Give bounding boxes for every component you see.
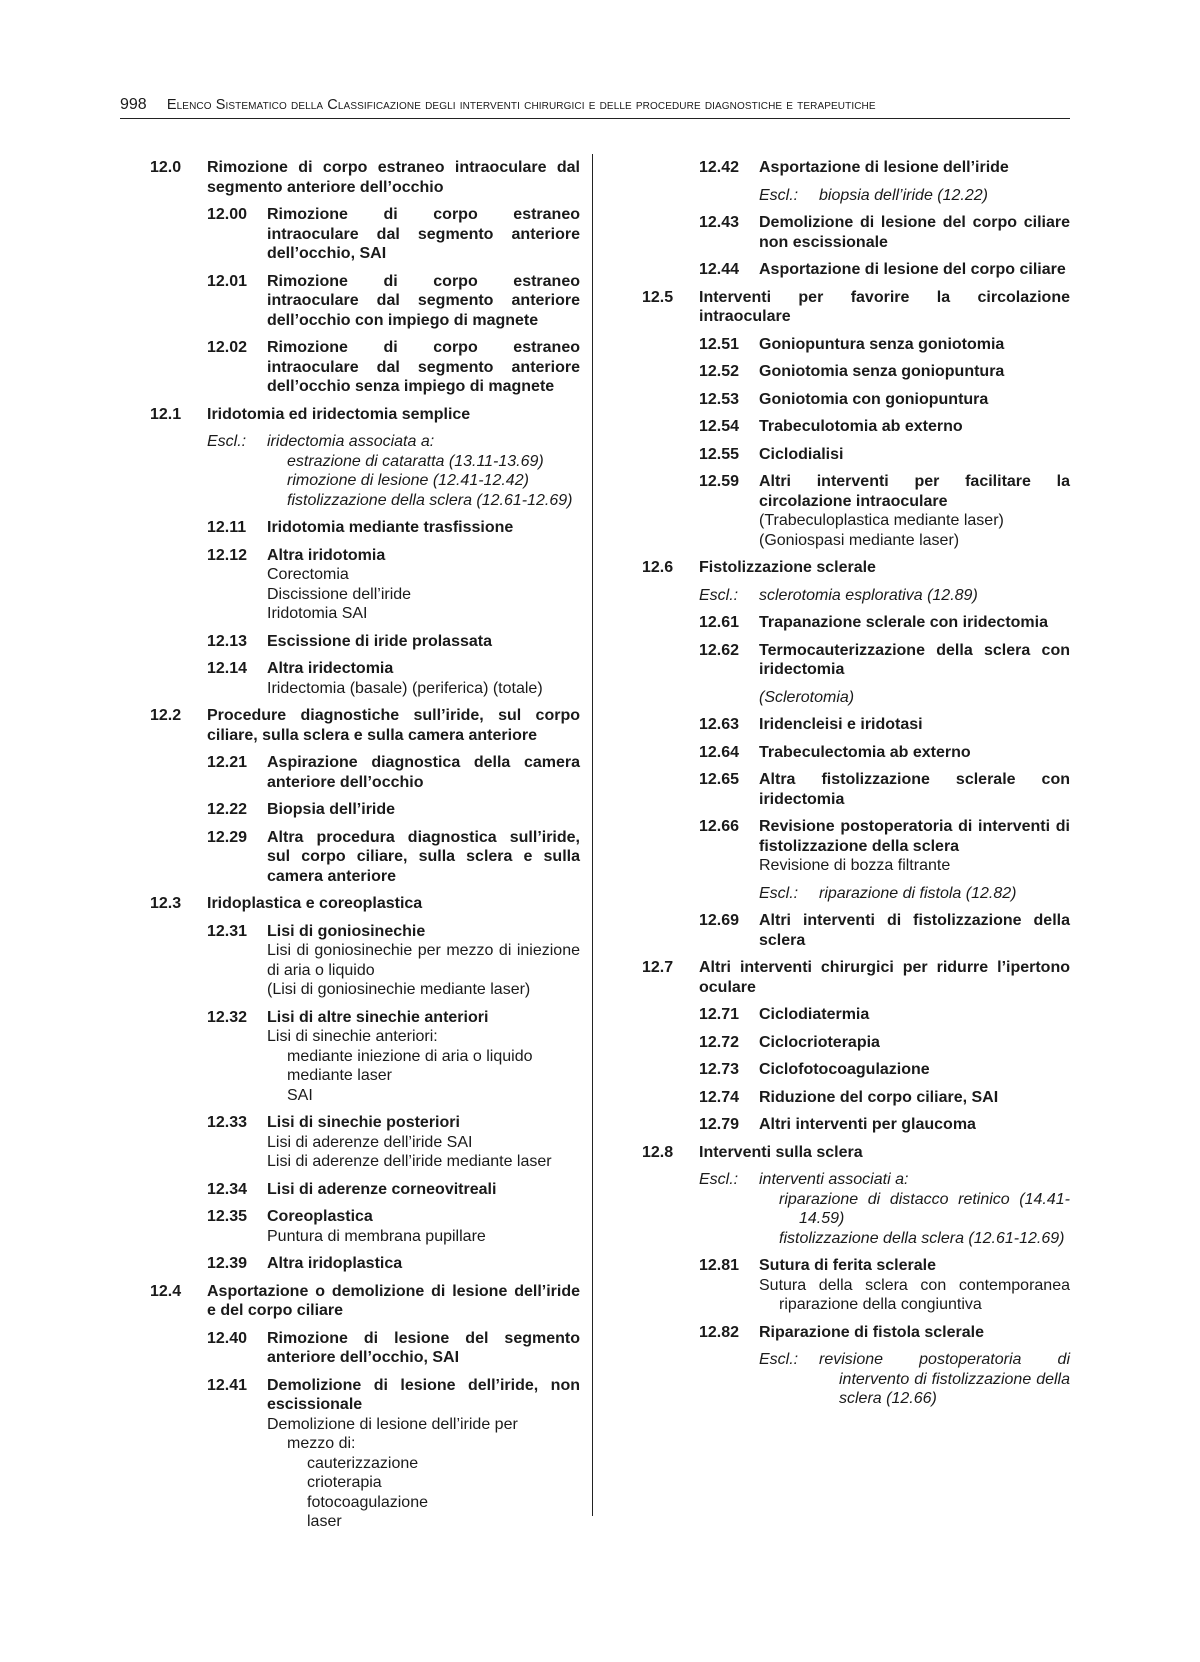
entry-12-02: 12.02 Rimozione di corpo estraneo intraoculare dal segmento anteriore dell’occhio senza impiego di magnete xyxy=(207,339,580,395)
entry-12-52: 12.52 Goniotomia senza goniopuntura xyxy=(699,363,1005,380)
entry-12-00: 12.00 Rimozione di corpo estraneo intraoculare dal segmento anteriore dell’occhio, SAI xyxy=(207,206,580,262)
entry-12-79: 12.79 Altri interventi per glaucoma xyxy=(699,1116,976,1133)
exclusion-12-82: Escl.: revisione postoperatoria di intervento di fistolizzazione della sclera (12.66) xyxy=(759,1351,1070,1407)
entry-12-40: 12.40 Rimozione di lesione del segmento anteriore dell’occhio, SAI xyxy=(207,1329,580,1366)
entry-12-73: 12.73 Ciclofotocoagulazione xyxy=(699,1061,930,1078)
entry-12-62: 12.62 Termocauterizzazione della sclera con iridectomia xyxy=(699,641,1070,678)
entry-12-5: 12.5 Interventi per favorire la circolazione intraoculare xyxy=(642,288,1070,325)
entry-12-11: 12.11 Iridotomia mediante trasfissione xyxy=(207,519,514,536)
note-12-62: (Sclerotomia) xyxy=(759,688,855,706)
entry-12-63: 12.63 Iridencleisi e iridotasi xyxy=(699,716,923,733)
entry-12-6: 12.6 Fistolizzazione sclerale xyxy=(642,559,876,576)
entry-12-31: 12.31 Lisi di goniosinechie Lisi di goniosinechie per mezzo di iniezione di aria o liquido (Lisi di goniosinechie mediante laser) xyxy=(207,922,580,998)
entry-12-41: 12.41 Demolizione di lesione dell’iride, non escissionale Demolizione di lesione dell’iride per mezzo di: cauterizzazione crioterapia fotocoagulazione laser xyxy=(207,1376,580,1530)
exclusion-12-6: Escl.: sclerotomia esplorativa (12.89) xyxy=(699,586,978,604)
entry-12-42: 12.42 Asportazione di lesione dell’iride xyxy=(699,159,1009,176)
entry-12-81: 12.81 Sutura di ferita sclerale Sutura della sclera con contemporanea riparazione della congiuntiva xyxy=(699,1257,1070,1313)
header-title: Elenco Sistematico della Classificazione degli interventi chirurgici e delle procedure diagnostiche e terapeutiche xyxy=(166,97,876,113)
right-column xyxy=(642,158,1070,1417)
entry-12-32: 12.32 Lisi di altre sinechie anteriori Lisi di sinechie anteriori: mediante iniezione di aria o liquido mediante laser SAI xyxy=(207,1008,533,1104)
entry-12-01: 12.01 Rimozione di corpo estraneo intraoculare dal segmento anteriore dell’occhio con impiego di magnete xyxy=(207,272,580,329)
entry-12-21: 12.21 Aspirazione diagnostica della camera anteriore dell’occhio xyxy=(207,754,580,791)
entry-12-66: 12.66 Revisione postoperatoria di interventi di fistolizzazione della sclera Revisione di bozza filtrante xyxy=(699,818,1070,874)
entry-12-44: 12.44 Asportazione di lesione del corpo ciliare xyxy=(699,261,1066,278)
column-divider xyxy=(592,154,593,1516)
entry-12-51: 12.51 Goniopuntura senza goniotomia xyxy=(699,335,1005,353)
exclusion-12-1: Escl.: iridectomia associata a: estrazione di cataratta (13.11-13.69) rimozione di lesione (12.41-12.42) fistolizzazione della sclera (12.61-12.69) xyxy=(207,433,573,509)
entry-12-22: 12.22 Biopsia dell’iride xyxy=(207,801,396,818)
entry-12-71: 12.71 Ciclodiatermia xyxy=(699,1006,870,1023)
entry-12-39: 12.39 Altra iridoplastica xyxy=(207,1255,403,1272)
entry-12-1: 12.1 Iridotomia ed iridectomia semplice xyxy=(150,405,471,423)
entry-12-7: 12.7 Altri interventi chirurgici per ridurre l’ipertono oculare xyxy=(642,959,1070,996)
exclusion-12-66: Escl.: riparazione di fistola (12.82) xyxy=(759,884,1017,902)
entry-12-35: 12.35 Coreoplastica Puntura di membrana pupillare xyxy=(207,1208,486,1245)
entry-12-29: 12.29 Altra procedura diagnostica sull’iride, sul corpo ciliare, sulla sclera e sulla camera anteriore xyxy=(207,828,580,885)
entry-12-33: 12.33 Lisi di sinechie posteriori Lisi di aderenze dell’iride SAI Lisi di aderenze dell’iride mediante laser xyxy=(207,1114,552,1170)
entry-12-12: 12.12 Altra iridotomia Corectomia Discissione dell’iride Iridotomia SAI xyxy=(207,546,412,622)
page-number: 998 xyxy=(120,96,147,113)
entry-12-3: 12.3 Iridoplastica e coreoplastica xyxy=(150,895,423,912)
entry-12-55: 12.55 Ciclodialisi xyxy=(699,445,844,463)
entry-12-59: 12.59 Altri interventi per facilitare la circolazione intraoculare (Trabeculoplastica mediante laser) (Goniospasi mediante laser) xyxy=(699,473,1070,549)
entry-12-2: 12.2 Procedure diagnostiche sull’iride, sul corpo ciliare, sulla sclera e sulla camera anteriore xyxy=(150,707,580,744)
running-header xyxy=(120,96,1070,119)
entry-12-65: 12.65 Altra fistolizzazione sclerale con iridectomia xyxy=(699,771,1070,808)
entry-12-43: 12.43 Demolizione di lesione del corpo ciliare non escissionale xyxy=(699,214,1070,251)
entry-12-53: 12.53 Goniotomia con goniopuntura xyxy=(699,390,989,408)
entry-12-82: 12.82 Riparazione di fistola sclerale xyxy=(699,1323,984,1341)
exclusion-12-42: Escl.: biopsia dell’iride (12.22) xyxy=(759,186,988,204)
entry-12-54: 12.54 Trabeculotomia ab externo xyxy=(699,418,963,435)
entry-12-69: 12.69 Altri interventi di fistolizzazione della sclera xyxy=(699,912,1070,949)
entry-12-8: 12.8 Interventi sulla sclera xyxy=(642,1143,863,1161)
entry-12-61: 12.61 Trapanazione sclerale con iridectomia xyxy=(699,614,1048,631)
entry-12-14: 12.14 Altra iridectomia Iridectomia (basale) (periferica) (totale) xyxy=(207,660,543,697)
entry-12-13: 12.13 Escissione di iride prolassata xyxy=(207,632,492,650)
left-column xyxy=(150,158,580,1540)
entry-12-4: 12.4 Asportazione o demolizione di lesione dell’iride e del corpo ciliare xyxy=(150,1282,580,1319)
entry-12-64: 12.64 Trabeculectomia ab externo xyxy=(699,743,971,761)
entry-12-74: 12.74 Riduzione del corpo ciliare, SAI xyxy=(699,1088,999,1106)
exclusion-12-8: Escl.: interventi associati a: riparazione di distacco retinico (14.41-14.59) fistolizzazione della sclera (12.61-12.69) xyxy=(699,1171,1070,1247)
entry-12-72: 12.72 Ciclocrioterapia xyxy=(699,1033,880,1051)
entry-12-0: 12.0 Rimozione di corpo estraneo intraoculare dal segmento anteriore dell’occhio xyxy=(150,159,580,196)
entry-12-34: 12.34 Lisi di aderenze corneovitreali xyxy=(207,1180,497,1198)
